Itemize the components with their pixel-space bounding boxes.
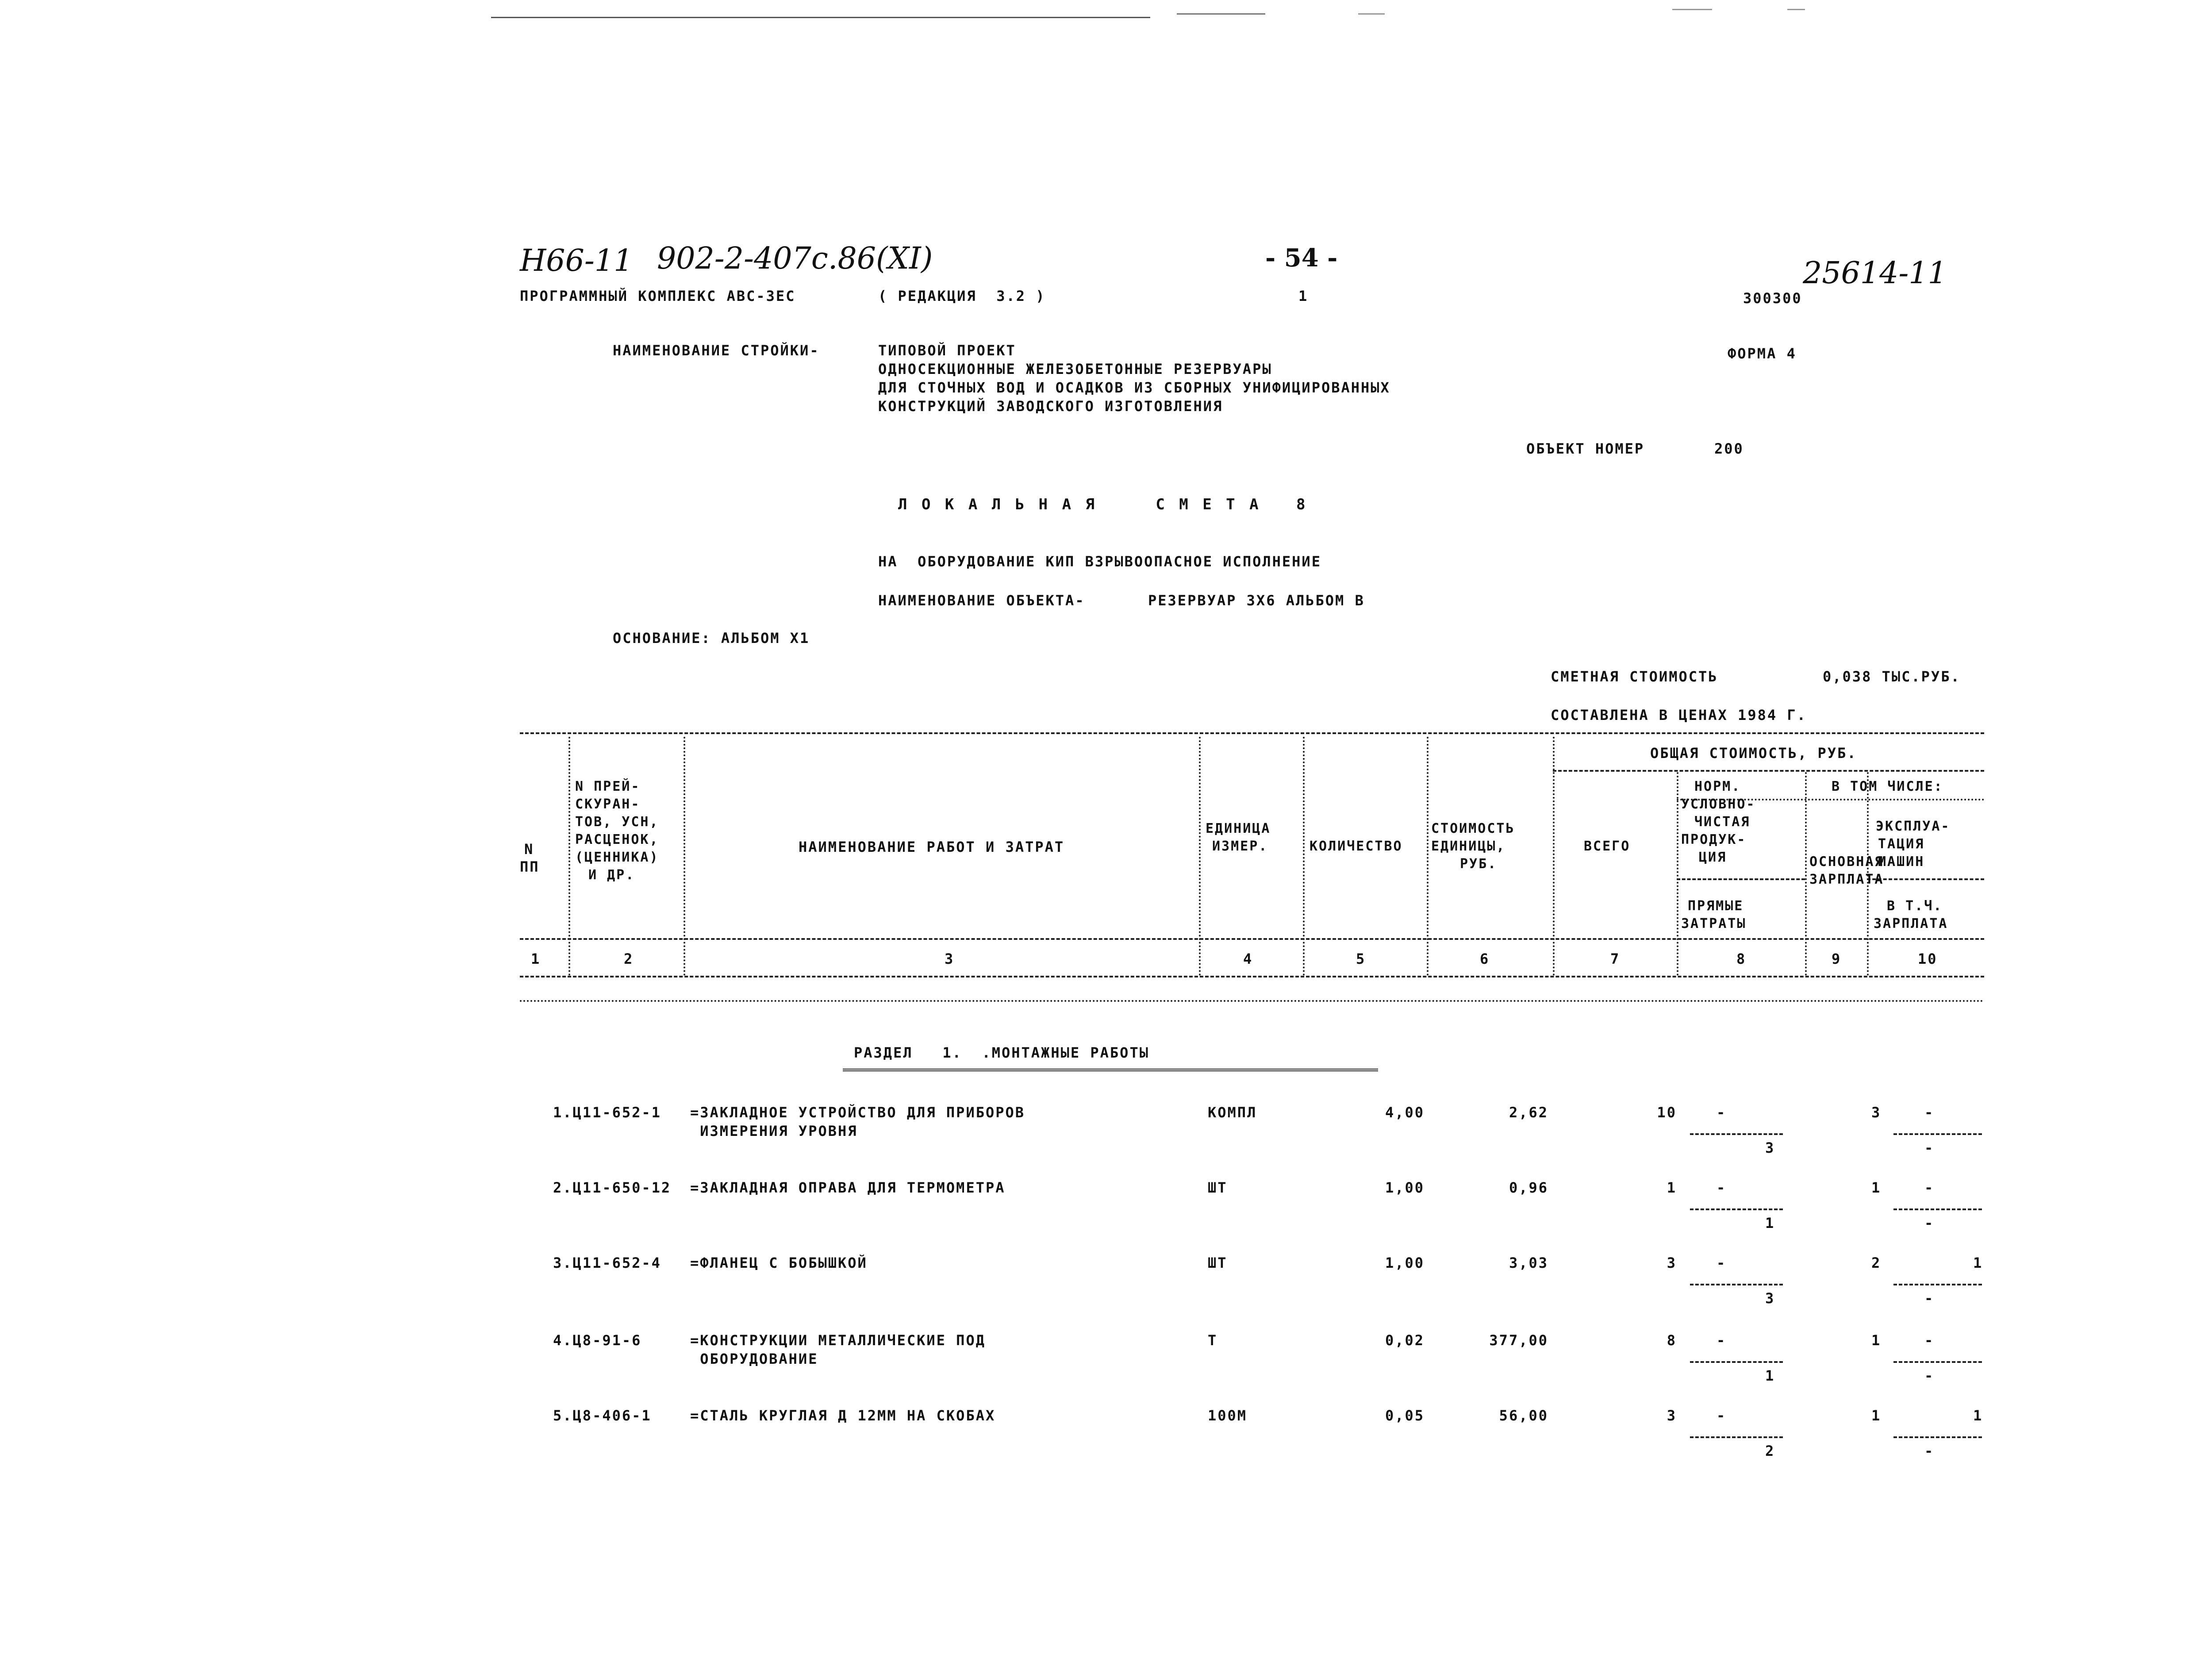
row-col10-bottom: - bbox=[1924, 1443, 1935, 1459]
row-col8-top: - bbox=[1717, 1332, 1727, 1349]
col-number-10: 10 bbox=[1918, 950, 1938, 967]
col2-header-line4: РАСЦЕНОК, bbox=[575, 832, 659, 847]
col10-header-line1: ЭКСПЛУА- bbox=[1876, 819, 1951, 834]
row-unit: Т bbox=[1208, 1332, 1218, 1349]
row-col9: 1 bbox=[1871, 1407, 1882, 1424]
col10b-header-line2: ЗАРПЛАТА bbox=[1874, 916, 1948, 931]
including-header: В ТОМ ЧИСЛЕ: bbox=[1832, 779, 1943, 794]
cost-label: СМЕТНАЯ СТОИМОСТЬ bbox=[1551, 668, 1718, 685]
col2-header-line1: N ПРЕЙ- bbox=[575, 779, 641, 794]
row-unit-price: 2,62 bbox=[1509, 1104, 1548, 1121]
handwritten-right-code: 25614-11 bbox=[1803, 256, 1947, 291]
row-code: 4.Ц8-91-6 bbox=[553, 1332, 642, 1349]
row-col10-top: 1 bbox=[1973, 1254, 1983, 1271]
col8-header-line3: ЧИСТАЯ bbox=[1694, 814, 1751, 830]
row-col8-bottom: 3 bbox=[1765, 1139, 1775, 1156]
col1-header-line2: ПП bbox=[520, 858, 540, 875]
row-quantity: 1,00 bbox=[1385, 1254, 1425, 1271]
page-index: 1 bbox=[1298, 288, 1309, 304]
col-number-5: 5 bbox=[1356, 950, 1366, 967]
col6-header-line1: СТОИМОСТЬ bbox=[1431, 821, 1515, 836]
row-name-line1: =КОНСТРУКЦИИ МЕТАЛЛИЧЕСКИЕ ПОД bbox=[690, 1332, 986, 1349]
row-quantity: 0,05 bbox=[1385, 1407, 1425, 1424]
row-unit: ШТ bbox=[1208, 1254, 1228, 1271]
stroika-line-3: ДЛЯ СТОЧНЫХ ВОД И ОСАДКОВ ИЗ СБОРНЫХ УНИФИЦИРОВАННЫХ bbox=[878, 379, 1390, 396]
row-col9: 1 bbox=[1871, 1179, 1882, 1196]
stroika-line-4: КОНСТРУКЦИЙ ЗАВОДСКОГО ИЗГОТОВЛЕНИЯ bbox=[878, 398, 1223, 415]
col8-header-line4: ПРОДУК- bbox=[1681, 832, 1747, 847]
handwritten-project-code: 902-2-407с.86(XI) bbox=[657, 241, 933, 276]
col-number-7: 7 bbox=[1610, 950, 1621, 967]
section-title: РАЗДЕЛ 1. .МОНТАЖНЫЕ РАБОТЫ bbox=[854, 1044, 1149, 1061]
form-label: ФОРМА 4 bbox=[1728, 345, 1797, 362]
row-col10-top: - bbox=[1924, 1104, 1935, 1121]
document-title: Л О К А Л Ь Н А Я С М Е Т А 8 bbox=[898, 496, 1308, 513]
basis: ОСНОВАНИЕ: АЛЬБОМ Х1 bbox=[613, 630, 810, 646]
row-col8-top: - bbox=[1717, 1104, 1727, 1121]
row-unit: ШТ bbox=[1208, 1179, 1228, 1196]
row-col10-bottom: - bbox=[1924, 1290, 1935, 1307]
col9-header-line1: ОСНОВНАЯ bbox=[1809, 854, 1884, 870]
col-number-9: 9 bbox=[1832, 950, 1842, 967]
total-cost-group-header: ОБЩАЯ СТОИМОСТЬ, РУБ. bbox=[1650, 745, 1857, 762]
row-col8-bottom: 1 bbox=[1765, 1367, 1775, 1384]
row-col9: 2 bbox=[1871, 1254, 1882, 1271]
row-col10-bottom: - bbox=[1924, 1215, 1935, 1231]
col8-header-line2: УСЛОВНО- bbox=[1681, 797, 1756, 812]
row-total: 3 bbox=[1667, 1254, 1677, 1271]
code-number: 300300 bbox=[1743, 290, 1802, 307]
col6-header-line2: ЕДИНИЦЫ, bbox=[1431, 839, 1506, 854]
prices-year: СОСТАВЛЕНА В ЦЕНАХ 1984 Г. bbox=[1551, 707, 1807, 723]
row-unit: КОМПЛ bbox=[1208, 1104, 1257, 1121]
edition: ( РЕДАКЦИЯ 3.2 ) bbox=[878, 288, 1046, 304]
row-col8-top: - bbox=[1717, 1254, 1727, 1271]
row-col8-bottom: 2 bbox=[1765, 1443, 1775, 1459]
col4-header-line2: ИЗМЕР. bbox=[1212, 839, 1268, 854]
page-number: - 54 - bbox=[1265, 243, 1338, 273]
row-col10-bottom: - bbox=[1924, 1139, 1935, 1156]
document-subject: НА ОБОРУДОВАНИЕ КИП ВЗРЫВООПАСНОЕ ИСПОЛНЕНИЕ bbox=[878, 553, 1321, 570]
row-name-line1: =ЗАКЛАДНАЯ ОПРАВА ДЛЯ ТЕРМОМЕТРА bbox=[690, 1179, 1006, 1196]
row-col10-top: 1 bbox=[1973, 1407, 1983, 1424]
row-total: 1 bbox=[1667, 1179, 1677, 1196]
col6-header-line3: РУБ. bbox=[1460, 856, 1498, 872]
col8-header-line5: ЦИЯ bbox=[1699, 850, 1727, 865]
row-name-line2: ОБОРУДОВАНИЕ bbox=[690, 1351, 818, 1367]
row-code: 5.Ц8-406-1 bbox=[553, 1407, 652, 1424]
col9-header-line2: ЗАРПЛАТА bbox=[1809, 872, 1884, 887]
stroika-line-2: ОДНОСЕКЦИОННЫЕ ЖЕЛЕЗОБЕТОННЫЕ РЕЗЕРВУАРЫ bbox=[878, 361, 1272, 377]
col2-header-line2: СКУРАН- bbox=[575, 797, 641, 812]
col-number-8: 8 bbox=[1736, 950, 1747, 967]
col2-header-line5: (ЦЕННИКА) bbox=[575, 850, 659, 865]
col8b-header-line2: ЗАТРАТЫ bbox=[1681, 916, 1747, 931]
row-unit-price: 0,96 bbox=[1509, 1179, 1548, 1196]
col7-header: ВСЕГО bbox=[1584, 839, 1631, 854]
row-total: 8 bbox=[1667, 1332, 1677, 1349]
row-quantity: 1,00 bbox=[1385, 1179, 1425, 1196]
row-unit-price: 56,00 bbox=[1499, 1407, 1548, 1424]
col-number-4: 4 bbox=[1243, 950, 1253, 967]
row-name-line1: =ЗАКЛАДНОЕ УСТРОЙСТВО ДЛЯ ПРИБОРОВ bbox=[690, 1104, 1025, 1121]
row-col8-top: - bbox=[1717, 1179, 1727, 1196]
col2-header-line6: И ДР. bbox=[588, 867, 635, 883]
object-label: ОБЪЕКТ НОМЕР bbox=[1526, 440, 1645, 457]
col8b-header-line1: ПРЯМЫЕ bbox=[1688, 898, 1744, 914]
col8-header-line1: НОРМ. bbox=[1694, 779, 1741, 794]
col1-header-line1: N bbox=[524, 841, 534, 858]
row-col10-top: - bbox=[1924, 1332, 1935, 1349]
stroika-label: НАИМЕНОВАНИЕ СТРОЙКИ- bbox=[613, 342, 820, 359]
object-number: 200 bbox=[1714, 440, 1744, 457]
col2-header-line3: ТОВ, УСН, bbox=[575, 814, 659, 830]
object-name-label: НАИМЕНОВАНИЕ ОБЪЕКТА- bbox=[878, 592, 1085, 609]
col-number-2: 2 bbox=[624, 950, 634, 967]
stroika-line-1: ТИПОВОЙ ПРОЕКТ bbox=[878, 342, 1016, 359]
object-name: РЕЗЕРВУАР 3Х6 АЛЬБОМ В bbox=[1148, 592, 1365, 609]
row-name-line1: =СТАЛЬ КРУГЛАЯ Д 12ММ НА СКОБАХ bbox=[690, 1407, 996, 1424]
row-col8-top: - bbox=[1717, 1407, 1727, 1424]
cost-value: 0,038 ТЫС.РУБ. bbox=[1823, 668, 1961, 685]
row-name-line1: =ФЛАНЕЦ С БОБЫШКОЙ bbox=[690, 1254, 868, 1271]
col-number-6: 6 bbox=[1480, 950, 1490, 967]
row-col9: 3 bbox=[1871, 1104, 1882, 1121]
row-unit: 100М bbox=[1208, 1407, 1248, 1424]
col10-header-line3: МАШИН bbox=[1878, 854, 1925, 870]
row-code: 3.Ц11-652-4 bbox=[553, 1254, 661, 1271]
col5-header: КОЛИЧЕСТВО bbox=[1310, 839, 1403, 854]
row-col9: 1 bbox=[1871, 1332, 1882, 1349]
row-col8-bottom: 1 bbox=[1765, 1215, 1775, 1231]
row-unit-price: 3,03 bbox=[1509, 1254, 1548, 1271]
col-number-3: 3 bbox=[945, 950, 955, 967]
col10-header-line2: ТАЦИЯ bbox=[1878, 836, 1925, 852]
row-total: 10 bbox=[1657, 1104, 1677, 1121]
row-col8-bottom: 3 bbox=[1765, 1290, 1775, 1307]
row-name-line2: ИЗМЕРЕНИЯ УРОВНЯ bbox=[690, 1123, 858, 1139]
row-code: 1.Ц11-652-1 bbox=[553, 1104, 661, 1121]
col3-header: НАИМЕНОВАНИЕ РАБОТ И ЗАТРАТ bbox=[799, 839, 1065, 855]
row-col10-top: - bbox=[1924, 1179, 1935, 1196]
program-name: ПРОГРАММНЫЙ КОМПЛЕКС АВС-ЗЕС bbox=[520, 288, 796, 304]
row-total: 3 bbox=[1667, 1407, 1677, 1424]
col4-header-line1: ЕДИНИЦА bbox=[1206, 821, 1271, 836]
row-code: 2.Ц11-650-12 bbox=[553, 1179, 672, 1196]
row-col10-bottom: - bbox=[1924, 1367, 1935, 1384]
row-quantity: 4,00 bbox=[1385, 1104, 1425, 1121]
handwritten-left-code: Н66-11 bbox=[520, 243, 633, 278]
col-number-1: 1 bbox=[531, 950, 541, 967]
row-unit-price: 377,00 bbox=[1489, 1332, 1548, 1349]
row-quantity: 0,02 bbox=[1385, 1332, 1425, 1349]
col10b-header-line1: В Т.Ч. bbox=[1887, 898, 1943, 914]
